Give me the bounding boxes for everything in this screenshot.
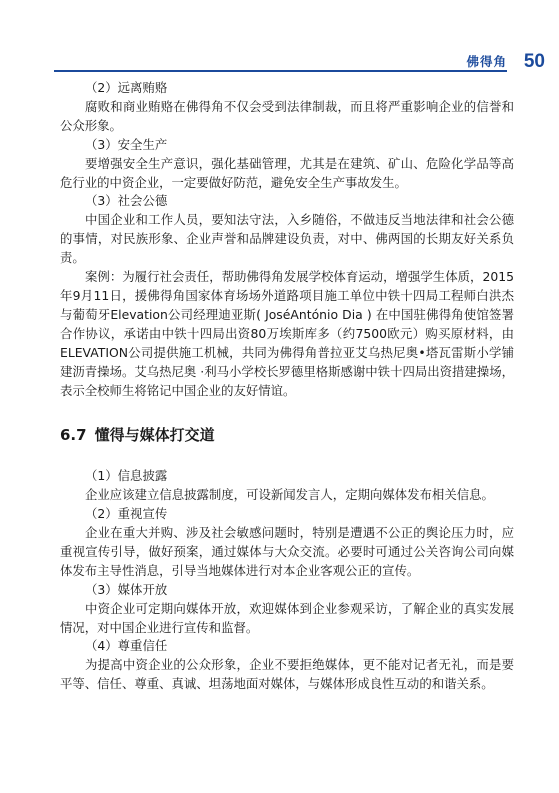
subheading: （2）远离贿赂	[85, 80, 168, 95]
paragraph: 企业在重大并购、涉及社会敏感问题时，特别是遭遇不公正的舆论压力时，应重视宣传引导，做好预案，通过媒体与大众交流。必要时可通过公关咨询公司向媒体发布主导性消息，引导当地媒体进行对本企业客观公正的宣传。	[60, 525, 514, 578]
paragraph: 企业应该建立信息披露制度，可设新闻发言人，定期向媒体发布相关信息。	[85, 487, 494, 503]
subheading: （3）媒体开放	[85, 581, 168, 597]
subheading: （1）信息披露	[85, 468, 168, 484]
paragraph: 中国企业和工作人员，要知法守法，入乡随俗，不做违反当地法律和社会公德的事情，对民族形象、企业声誉和品牌建设负责，对中、佛两国的长期友好关系负责。	[60, 212, 514, 266]
header-rule	[54, 70, 507, 72]
page-header	[0, 0, 559, 88]
subheading: （4）尊重信任	[85, 638, 168, 654]
section-title	[60, 426, 514, 445]
subheading: （3）安全生产	[85, 136, 168, 152]
paragraph: 要增强安全生产意识，强化基础管理，尤其是在建筑、矿山、危险化学品等高危行业的中资企业，一定要做好防范，避免安全生产事故发生。	[60, 155, 514, 190]
paragraph: 中资企业可定期向媒体开放，欢迎媒体到企业参观采访，了解企业的真实发展情况，对中国企业进行宣传和监督。	[60, 600, 514, 635]
page-number: 50	[523, 51, 545, 72]
running-header-country: 佛得角	[466, 54, 507, 69]
document-body	[60, 79, 514, 694]
section-number: 6.7	[60, 426, 87, 445]
paragraph: 为提高中资企业的公众形象，企业不要拒绝媒体，更不能对记者无礼，而是要平等、信任、尊重、真诚、坦荡地面对媒体，与媒体形成良性互动的和谐关系。	[60, 657, 514, 692]
subheading: （3）社会公德	[85, 193, 168, 209]
section-title-text: 懂得与媒体打交道	[94, 426, 215, 445]
paragraph: 案例：为履行社会责任，帮助佛得角发展学校体育运动，增强学生体质，2015年9月11日，援佛得角国家体育场场外道路项目施工单位中铁十四局工程师白洪杰与葡萄牙Elevation公司经理迪亚斯( JoséAntónio Dia ) 在中国驻佛得角使馆签署合作协议，承诺由中铁十四局出资80万埃斯库多（约7500欧元）购买原材料，由ELEVATION公司提供施工机械，共同为佛得角普拉亚艾乌热尼奥•塔瓦雷斯小学铺建沥青操场。艾乌热尼奥 ·利马小学校长罗德里格斯感谢中铁十四局出资措建操场，表示全校师生将铭记中国企业的友好情谊。	[60, 269, 514, 398]
subheading: （2）重视宣传	[85, 506, 168, 522]
paragraph: 腐败和商业贿赂在佛得角不仅会受到法律制裁，而且将严重影响企业的信誉和公众形象。	[60, 98, 514, 133]
